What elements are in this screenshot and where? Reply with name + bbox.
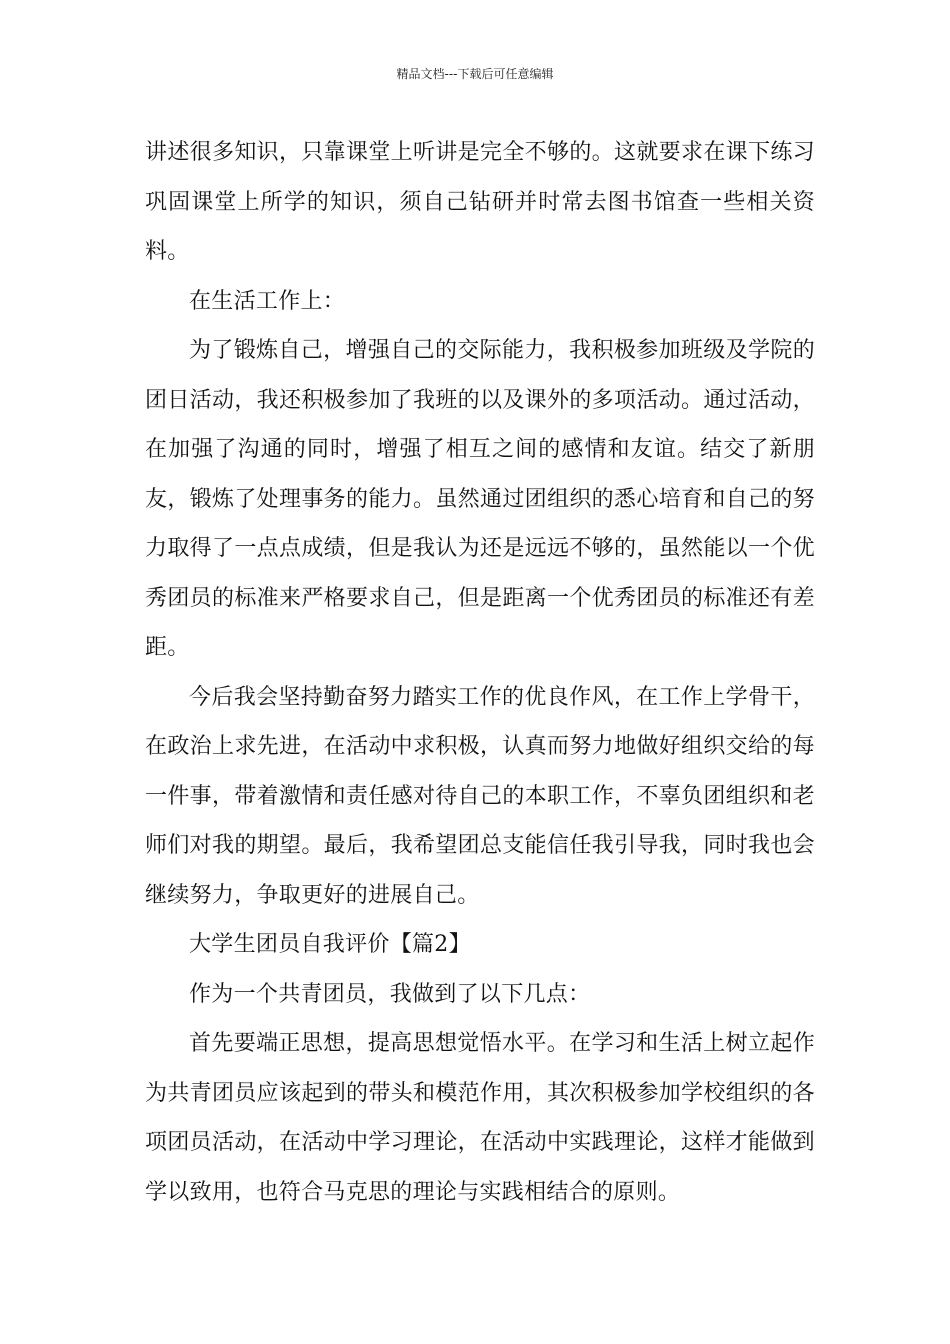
- page-header: 精品文档---下载后可任意编辑: [396, 67, 554, 81]
- paragraph-activities: 为了锻炼自己，增强自己的交际能力，我积极参加班级及学院的团日活动，我还积极参加了我班的以及课外的多项活动。通过活动，在加强了沟通的同时，增强了相互之间的感情和友谊。结交了新朋友，锻炼了处理事务的能力。虽然通过团组织的悉心培育和自己的努力取得了一点点成绩，但是我认为还是远远不够的，虽然能以一个优秀团员的标准来严格要求自己，但是距离一个优秀团员的标准还有差距。: [145, 338, 815, 660]
- paragraph-life-work-heading: 在生活工作上：: [189, 288, 346, 314]
- document-body: [145, 128, 815, 1217]
- paragraph-future: 今后我会坚持勤奋努力踏实工作的优良作风，在工作上学骨干，在政治上求先进，在活动中求积极，认真而努力地做好组织交给的每一件事，带着激情和责任感对待自己的本职工作，不辜负团组织和老师们对我的期望。最后，我希望团总支能信任我引导我，同时我也会继续努力，争取更好的进展自己。: [145, 684, 815, 908]
- section-heading-part2: 大学生团员自我评价【篇2】: [189, 932, 471, 957]
- paragraph-first-point: 首先要端正思想，提高思想觉悟水平。在学习和生活上树立起作为共青团员应该起到的带头和模范作用，其次积极参加学校组织的各项团员活动，在活动中学习理论，在活动中实践理论，这样才能做到学以致用，也符合马克思的理论与实践相结合的原则。: [145, 1031, 815, 1205]
- paragraph-continuation: 讲述很多知识，只靠课堂上听讲是完全不够的。这就要求在课下练习巩固课堂上所学的知识，须自己钻研并时常去图书馆查一些相关资料。: [145, 140, 815, 264]
- paragraph-intro-points: 作为一个共青团员，我做到了以下几点：: [189, 981, 591, 1007]
